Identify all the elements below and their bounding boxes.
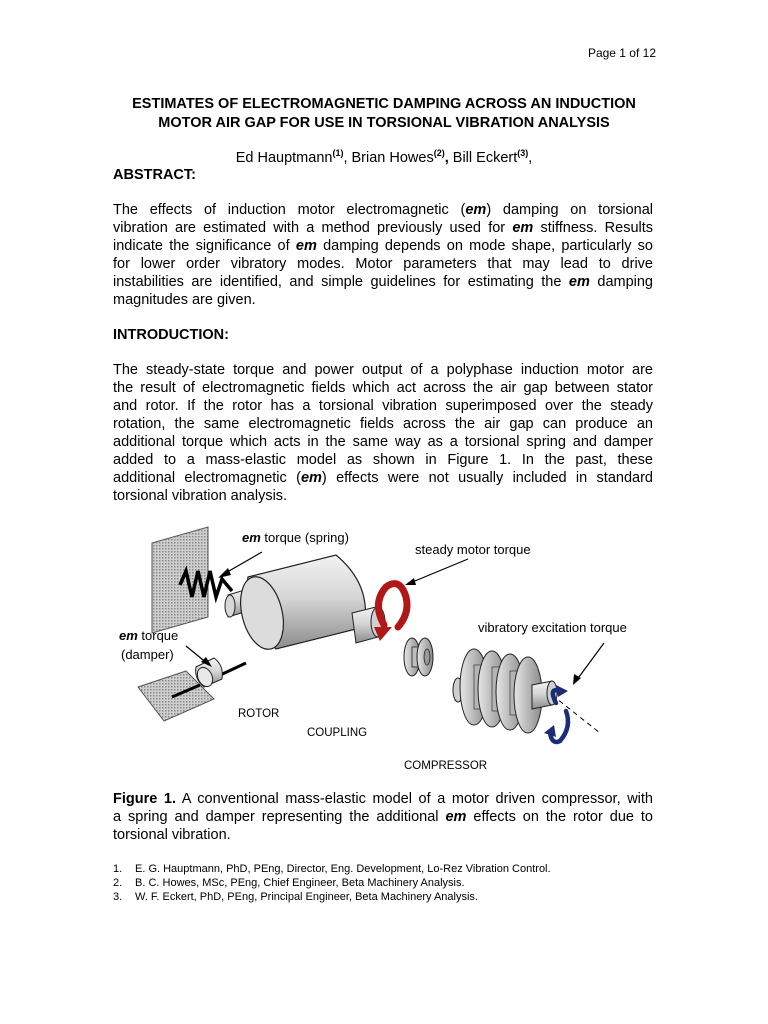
spring-pointer-arrowhead xyxy=(218,568,231,578)
footnote-3 xyxy=(113,890,551,904)
label-em-spring-rest: torque (spring) xyxy=(260,530,349,545)
footnote-2-num: 2. xyxy=(113,877,123,889)
em-term: em xyxy=(568,274,590,290)
steady-pointer-line xyxy=(410,559,468,583)
caption-line-2b: effects on the rotor due to xyxy=(466,809,653,825)
label-damper: (damper) xyxy=(121,647,174,662)
intro-text: additional torque which acts in the same way as a torsional spring and damper xyxy=(113,434,653,450)
em-term: em xyxy=(465,202,487,218)
intro-text: torsional vibration analysis. xyxy=(113,488,288,504)
abstract-paragraph xyxy=(113,201,653,309)
caption-line-2 xyxy=(113,808,653,826)
abstract-text: damping xyxy=(589,274,654,290)
caption-line-3: torsional vibration. xyxy=(113,827,231,843)
intro-text: rotation, the same electromagnetic fields across the air gap can produce an xyxy=(113,416,653,432)
author-sep-2: , xyxy=(444,149,453,166)
figure-caption xyxy=(113,790,653,844)
intro-text: added to a mass-elastic model as shown in Figure 1. In the past, these xyxy=(113,452,653,468)
label-em-torque-damper xyxy=(119,628,178,643)
caption-line-2a: a spring and damper representing the additional xyxy=(113,809,446,825)
abstract-text: damping depends on mode shape, particularly so xyxy=(316,238,653,254)
label-vibratory-excitation-torque: vibratory excitation torque xyxy=(478,620,627,635)
abstract-line-4 xyxy=(113,255,653,273)
intro-text: the result of electromagnetic fields which act across the air gap between stator xyxy=(113,380,653,396)
vibratory-pointer-line xyxy=(576,643,604,681)
abstract-line-2 xyxy=(113,219,653,237)
intro-line-3 xyxy=(113,397,653,415)
intro-text: additional electromagnetic ( xyxy=(113,470,301,486)
label-compressor: COMPRESSOR xyxy=(404,760,488,772)
figure-1-illustration xyxy=(0,515,768,785)
caption-line-1-text: A conventional mass-elastic model of a motor driven compressor, with xyxy=(176,791,653,807)
author-list xyxy=(112,148,656,166)
abstract-line-6 xyxy=(113,291,653,309)
author-1-ref: (1) xyxy=(332,148,344,158)
intro-line-6 xyxy=(113,451,653,469)
author-3-ref: (3) xyxy=(517,148,529,158)
em-term: em xyxy=(512,220,534,236)
page-number: Page 1 of 12 xyxy=(587,46,656,60)
coupling-drawing xyxy=(404,638,433,676)
abstract-line-5 xyxy=(113,273,653,291)
abstract-text: stiffness. Results xyxy=(533,220,654,236)
footnotes xyxy=(113,862,551,904)
em-term: em xyxy=(295,238,317,254)
author-2-ref: (2) xyxy=(433,148,445,158)
title-line-1: ESTIMATES OF ELECTROMAGNETIC DAMPING ACROSS AN INDUCTION xyxy=(132,96,636,112)
abstract-text: vibration are estimated with a method previously used for xyxy=(113,220,513,236)
footnote-3-text: W. F. Eckert, PhD, PEng, Principal Engineer, Beta Machinery Analysis. xyxy=(135,891,478,903)
intro-text: and rotor. If the rotor has a torsional vibration superimposed over the steady xyxy=(113,398,653,414)
footnote-2-text: B. C. Howes, MSc, PEng, Chief Engineer, Beta Machinery Analysis. xyxy=(135,877,465,889)
figure-1 xyxy=(0,515,768,785)
intro-line-2 xyxy=(113,379,653,397)
title-line-2: MOTOR AIR GAP FOR USE IN TORSIONAL VIBRATION ANALYSIS xyxy=(158,115,610,131)
label-em-spring-em: em xyxy=(242,530,261,545)
intro-line-1 xyxy=(113,361,653,379)
intro-line-4 xyxy=(113,415,653,433)
author-2: Brian Howes xyxy=(351,149,434,166)
abstract-line-1 xyxy=(113,201,653,219)
footnote-1-text: E. G. Hauptmann, PhD, PEng, Director, Eng. Development, Lo-Rez Vibration Control. xyxy=(135,863,551,875)
intro-line-7 xyxy=(113,469,653,487)
abstract-text: The effects of induction motor electromagnetic ( xyxy=(113,202,466,218)
compressor-drawing xyxy=(453,649,557,733)
steady-torque-arrow-icon xyxy=(374,584,407,641)
abstract-text: ) damping on torsional xyxy=(486,202,653,218)
abstract-text: indicate the significance of xyxy=(113,238,296,254)
em-term: em xyxy=(300,470,322,486)
label-coupling: COUPLING xyxy=(307,727,368,739)
footnote-1 xyxy=(113,862,551,876)
label-steady-motor-torque: steady motor torque xyxy=(415,542,531,557)
abstract-text: magnitudes are given. xyxy=(113,292,256,308)
author-sep-3: , xyxy=(528,149,533,166)
steady-pointer-arrowhead xyxy=(405,578,416,585)
author-1: Ed Hauptmann xyxy=(235,149,333,166)
abstract-line-3 xyxy=(113,237,653,255)
author-3: Bill Eckert xyxy=(452,149,518,166)
shaft-centerline xyxy=(552,695,600,733)
label-em-damper-em: em xyxy=(119,628,138,643)
author-sep-1: , xyxy=(343,149,352,166)
label-rotor: ROTOR xyxy=(238,708,280,720)
label-em-damper-rest: torque xyxy=(137,628,179,643)
abstract-text: for lower order vibratory modes. Motor parameters that may lead to drive xyxy=(113,256,653,272)
abstract-text: instabilities are identified, and simple guidelines for estimating the xyxy=(113,274,569,290)
intro-line-5 xyxy=(113,433,653,451)
intro-line-8 xyxy=(113,487,653,505)
caption-em: em xyxy=(445,809,467,825)
label-em-torque-spring xyxy=(242,530,349,545)
rotor-drawing xyxy=(225,555,385,654)
intro-text: ) effects were not usually included in standard xyxy=(321,470,653,486)
footnote-2 xyxy=(113,876,551,890)
introduction-heading: INTRODUCTION: xyxy=(113,327,229,343)
paper-title xyxy=(112,95,656,133)
introduction-paragraph xyxy=(113,361,653,505)
intro-text: The steady-state torque and power output of a polyphase induction motor are xyxy=(113,362,653,378)
abstract-heading: ABSTRACT: xyxy=(113,167,196,183)
caption-label: Figure 1. xyxy=(113,791,176,807)
footnote-3-num: 3. xyxy=(113,891,123,903)
caption-line-1 xyxy=(113,790,653,808)
footnote-1-num: 1. xyxy=(113,863,123,875)
